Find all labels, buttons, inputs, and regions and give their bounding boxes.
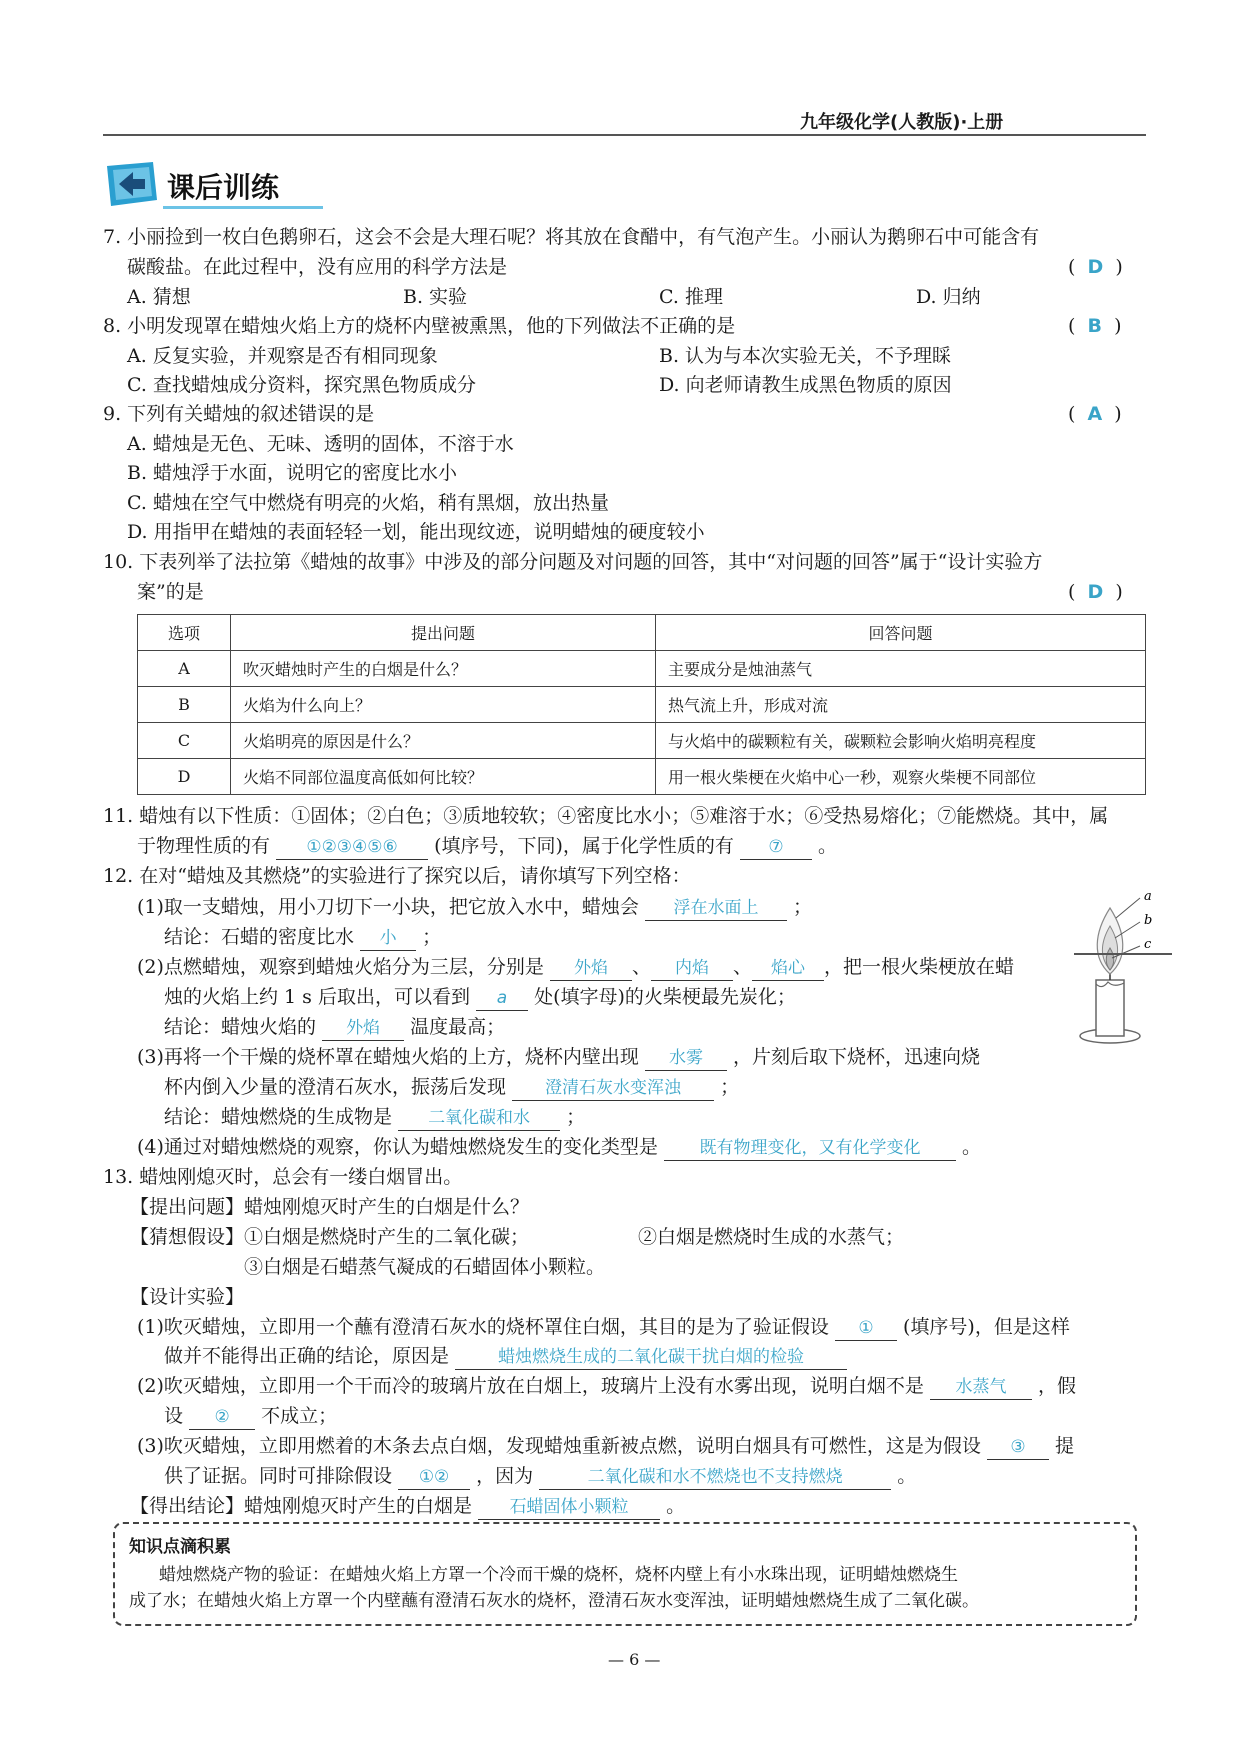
q13-d2-text: (2)吹灭蜡烛，立即用一个干而冷的玻璃片放在白烟上，玻璃片上没有水雾出现，说明白烟不是 — [137, 1375, 924, 1397]
q13-ask: 【提出问题】蜡烛刚熄灭时产生的白烟是什么？ — [130, 1196, 530, 1218]
header-rule — [103, 134, 1146, 136]
q13-design2-line2 — [164, 1402, 337, 1430]
figure-label-c: c — [1144, 937, 1152, 952]
q13-conclusion — [130, 1492, 685, 1520]
q8-stem: 8. 小明发现罩在蜡烛火焰上方的烧杯内壁被熏黑，他的下列做法不正确的是 — [103, 315, 736, 337]
q13-design3-line2 — [164, 1462, 916, 1490]
q9-option-a: A. 蜡烛是无色、无味、透明的固体，不溶于水 — [127, 433, 514, 455]
q12-c2-text: 结论：蜡烛火焰的 — [164, 1016, 317, 1038]
q12-conclusion3 — [164, 1103, 585, 1131]
q7-line2: 碳酸盐。在此过程中，没有应用的科学方法是 — [127, 256, 508, 278]
q12-p2-blank-letter[interactable]: a — [476, 986, 528, 1011]
q11-line2 — [137, 832, 837, 860]
q12-p2-blank-core[interactable]: 焰心 — [752, 956, 824, 981]
q13-stem: 13. 蜡烛刚熄灭时，总会有一缕白烟冒出。 — [103, 1166, 463, 1188]
q13-d3-text: (3)吹灭蜡烛，立即用燃着的木条去点白烟，发现蜡烛重新被点燃，说明白烟具有可燃性，这是为假设 — [137, 1435, 981, 1457]
q10-line1: 10. 下表列举了法拉第《蜡烛的故事》中涉及的部分问题及对问题的回答，其中“对问题的回答”属于“设计实验方 — [103, 551, 1043, 573]
q12-c2-blank[interactable]: 外焰 — [322, 1016, 404, 1041]
q12-stem: 12. 在对“蜡烛及其燃烧”的实验进行了探究以后，请你填写下列空格： — [103, 865, 691, 887]
q13-concl-end: 。 — [666, 1495, 686, 1517]
q13-d3c-text: 供了证据。同时可排除假设 — [164, 1465, 393, 1487]
q11-text-a: 于物理性质的有 — [137, 835, 271, 857]
q13-d1-tail: (填序号)，但是这样 — [903, 1316, 1070, 1338]
q13-d1c-text: 做并不能得出正确的结论，原因是 — [164, 1345, 450, 1367]
q13-design: 【设计实验】 — [130, 1286, 245, 1308]
q13-d3-tail: 提 — [1055, 1435, 1075, 1457]
table-cell: B — [138, 687, 231, 723]
q7-option-c: C. 推理 — [659, 286, 723, 308]
tip-title: 知识点滴积累 — [129, 1537, 231, 1557]
table-header: 提出问题 — [231, 615, 656, 651]
table-header: 选项 — [138, 615, 231, 651]
table-row — [138, 687, 1146, 723]
section-title: 课后训练 — [167, 171, 280, 204]
q10-table — [137, 614, 1146, 795]
q13-design3 — [137, 1432, 1074, 1460]
q13-d2-blank1[interactable]: 水蒸气 — [930, 1375, 1032, 1400]
table-cell: 与火焰中的碳颗粒有关，碳颗粒会影响火焰明亮程度 — [656, 723, 1146, 759]
q13-d2d-text: 不成立； — [261, 1405, 338, 1427]
q12-p3-blank-limewater[interactable]: 澄清石灰水变浑浊 — [512, 1076, 714, 1101]
q9-answer-paren: ( A ) — [1068, 403, 1122, 425]
table-cell: 用一根火柴梗在火焰中心一秒，观察火柴梗不同部位 — [656, 759, 1146, 795]
q13-d2c-text: 设 — [164, 1405, 184, 1427]
q12-p3c-text: 杯内倒入少量的澄清石灰水，振荡后发现 — [164, 1076, 507, 1098]
q13-d1-blank2[interactable]: 蜡烛燃烧生成的二氧化碳干扰白烟的检验 — [455, 1345, 847, 1370]
q8-option-c: C. 查找蜡烛成分资料，探究黑色物质成分 — [127, 374, 476, 396]
q12-p4-text: (4)通过对蜡烛燃烧的观察，你认为蜡烛燃烧发生的变化类型是 — [137, 1136, 658, 1158]
q12-part2-line2 — [164, 983, 796, 1011]
q8-option-d: D. 向老师请教生成黑色物质的原因 — [659, 374, 952, 396]
q7-option-a: A. 猜想 — [127, 286, 191, 308]
q7-option-d: D. 归纳 — [916, 286, 981, 308]
q12-p2-tail: ，把一根火柴梗放在蜡 — [824, 956, 1015, 978]
table-cell: 火焰不同部位温度高低如何比较？ — [231, 759, 656, 795]
table-row — [138, 759, 1146, 795]
q7-answer: D — [1087, 256, 1104, 278]
table-row — [138, 651, 1146, 687]
q11-text-c: 。 — [818, 835, 838, 857]
q7-answer-paren: ( D ) — [1068, 256, 1123, 278]
q13-guess3: ③白烟是石蜡蒸气凝成的石蜡固体小颗粒。 — [244, 1256, 606, 1278]
table-cell: D — [138, 759, 231, 795]
section-banner — [103, 158, 323, 212]
q9-option-d: D. 用指甲在蜡烛的表面轻轻一划，能出现纹迹，说明蜡烛的硬度较小 — [127, 521, 705, 543]
q12-conclusion2 — [164, 1013, 505, 1041]
q12-p4-blank[interactable]: 既有物理变化，又有化学变化 — [664, 1136, 956, 1161]
candle-flame-figure — [1068, 888, 1178, 1058]
q12-c3-blank[interactable]: 二氧化碳和水 — [398, 1106, 560, 1131]
q12-p2-blank-outer[interactable]: 外焰 — [550, 956, 632, 981]
q13-d3-blank1[interactable]: ③ — [987, 1435, 1049, 1460]
q12-p2d-text: 处(填字母)的火柴梗最先炭化； — [534, 986, 796, 1008]
q13-d3e-text: 。 — [897, 1465, 917, 1487]
q12-part4 — [137, 1133, 981, 1161]
q12-part2: (2)点燃蜡烛，观察到蜡烛火焰分为三层，分别是 外焰 、 内焰 、 焰心 ，把一根火柴梗放在蜡 — [137, 953, 1014, 981]
page-number-value: 6 — [629, 1650, 640, 1669]
table-cell: 热气流上升，形成对流 — [656, 687, 1146, 723]
q13-design1-line2 — [164, 1342, 847, 1370]
back-arrow-icon — [103, 160, 159, 210]
q9-option-c: C. 蜡烛在空气中燃烧有明亮的火焰，稍有黑烟，放出热量 — [127, 492, 609, 514]
q13-d3-blank3[interactable]: 二氧化碳和水不燃烧也不支持燃烧 — [539, 1465, 891, 1490]
table-cell: A — [138, 651, 231, 687]
knowledge-tip-box — [113, 1522, 1137, 1626]
q13-design1 — [137, 1313, 1070, 1341]
q12-c1-blank[interactable]: 小 — [360, 926, 416, 951]
q8-answer-paren: ( B ) — [1068, 315, 1122, 337]
q8-answer: B — [1087, 315, 1102, 337]
table-header: 回答问题 — [656, 615, 1146, 651]
q13-concl-text: 【得出结论】蜡烛刚熄灭时产生的白烟是 — [130, 1495, 473, 1517]
book-title: 九年级化学(人教版)·上册 — [800, 112, 1004, 133]
q13-d2-blank2[interactable]: ② — [189, 1405, 255, 1430]
q12-conclusion1 — [164, 923, 441, 951]
figure-label-a: a — [1144, 889, 1152, 904]
q12-p3-text: (3)再将一个干燥的烧杯罩在蜡烛火焰的上方，烧杯内壁出现 — [137, 1046, 639, 1068]
q11-line1: 11. 蜡烛有以下性质：①固体；②白色；③质地较软；④密度比水小；⑤难溶于水；⑥受热易熔化；⑦能燃烧。其中，属 — [103, 805, 1109, 827]
table-header-row — [138, 615, 1146, 651]
q12-p2-text: (2)点燃蜡烛，观察到蜡烛火焰分为三层，分别是 — [137, 956, 544, 978]
q12-p1-blank[interactable]: 浮在水面上 — [645, 896, 787, 921]
q12-p2-blank-inner[interactable]: 内焰 — [651, 956, 733, 981]
q12-c3-text: 结论：蜡烛燃烧的生成物是 — [164, 1106, 393, 1128]
q8-option-a: A. 反复实验，并观察是否有相同现象 — [127, 345, 438, 367]
q12-p4-end: 。 — [962, 1136, 982, 1158]
q12-p1-text: (1)取一支蜡烛，用小刀切下一小块，把它放入水中，蜡烛会 — [137, 896, 639, 918]
q11-blank-chemical[interactable]: ⑦ — [740, 835, 812, 860]
table-cell: 吹灭蜡烛时产生的白烟是什么？ — [231, 651, 656, 687]
q13-d1-text: (1)吹灭蜡烛，立即用一个蘸有澄清石灰水的烧杯罩住白烟，其目的是为了验证假设 — [137, 1316, 829, 1338]
table-cell: 主要成分是烛油蒸气 — [656, 651, 1146, 687]
q12-p3-blank-mist[interactable]: 水雾 — [645, 1046, 727, 1071]
q12-c1-text: 结论：石蜡的密度比水 — [164, 926, 355, 948]
q13-d3d-text: ，因为 — [476, 1465, 534, 1487]
q7-option-b: B. 实验 — [403, 286, 468, 308]
q13-d3-blank2[interactable]: ①② — [398, 1465, 470, 1490]
q10-answer-paren: ( D ) — [1068, 581, 1123, 603]
q13-guess2: ②白烟是燃烧时生成的水蒸气； — [638, 1226, 905, 1248]
table-row — [138, 723, 1146, 759]
section-underline — [163, 206, 323, 209]
q9-stem: 9. 下列有关蜡烛的叙述错误的是 — [103, 403, 375, 425]
q12-part1 — [137, 893, 812, 921]
q11-blank-physical[interactable]: ①②③④⑤⑥ — [276, 835, 428, 860]
q13-guess1: 【猜想假设】①白烟是燃烧时产生的二氧化碳； — [130, 1226, 530, 1248]
tip-line1: 蜡烛燃烧产物的验证：在蜡烛火焰上方罩一个冷而干燥的烧杯，烧杯内壁上有小水珠出现，证明蜡烛燃烧生 — [159, 1565, 958, 1585]
table-cell: C — [138, 723, 231, 759]
q9-option-b: B. 蜡烛浮于水面，说明它的密度比水小 — [127, 462, 458, 484]
q12-p3d-text: ； — [720, 1076, 740, 1098]
q13-concl-blank[interactable]: 石蜡固体小颗粒 — [478, 1495, 660, 1520]
table-cell: 火焰明亮的原因是什么？ — [231, 723, 656, 759]
q12-p1-end: ； — [793, 896, 813, 918]
figure-label-b: b — [1144, 913, 1153, 928]
q12-c2-end: 温度最高； — [410, 1016, 506, 1038]
q12-p3-tail: ，片刻后取下烧杯，迅速向烧 — [733, 1046, 981, 1068]
q8-option-b: B. 认为与本次实验无关，不予理睬 — [659, 345, 952, 367]
q10-line2: 案”的是 — [137, 581, 204, 603]
q7-line1: 7. 小丽捡到一枚白色鹅卵石，这会不会是大理石呢？将其放在食醋中，有气泡产生。小丽认为鹅卵石中可能含有 — [103, 226, 1040, 248]
tip-line2: 成了水；在蜡烛火焰上方罩一个内壁蘸有澄清石灰水的烧杯，澄清石灰水变浑浊，证明蜡烛燃烧生成了二氧化碳。 — [129, 1591, 979, 1611]
q11-text-b: (填序号，下同)，属于化学性质的有 — [434, 835, 734, 857]
q13-design2 — [137, 1372, 1076, 1400]
q13-d2-tail: ，假 — [1038, 1375, 1077, 1397]
q9-answer: A — [1087, 403, 1103, 425]
q10-answer: D — [1087, 581, 1104, 603]
q12-part3-line2 — [164, 1073, 739, 1101]
q12-part3 — [137, 1043, 980, 1071]
table-cell: 火焰为什么向上？ — [231, 687, 656, 723]
q12-p2c-text: 烛的火焰上约 1 s 后取出，可以看到 — [164, 986, 470, 1008]
page-number: — 6 — — [608, 1650, 661, 1669]
q12-c1-end: ； — [422, 926, 442, 948]
q13-d1-blank1[interactable]: ① — [835, 1316, 897, 1341]
q12-c3-end: ； — [566, 1106, 586, 1128]
